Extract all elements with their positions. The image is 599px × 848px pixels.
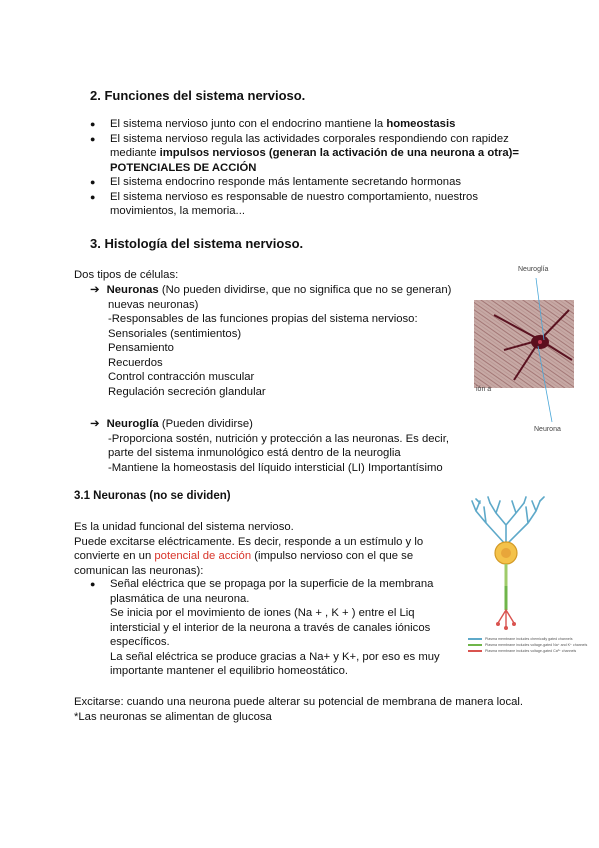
section-3-heading: 3. Histología del sistema nervioso. — [90, 236, 304, 251]
figure-label-neurona: Neurona — [534, 426, 561, 433]
list-item: ● El sistema endocrino responde más lentamente secretando hormonas — [90, 176, 462, 188]
figure-label-neuroglia: Neuroglía — [518, 266, 549, 273]
bullet-icon: ● — [90, 191, 96, 202]
arrow-right-icon: ➔ — [90, 418, 100, 430]
bullet-icon: ● — [90, 119, 96, 129]
neuroglia-figure — [474, 262, 574, 442]
legend-swatch-green — [468, 644, 482, 646]
list-item-continuation: movimientos, la memoria... — [110, 205, 245, 217]
list-item: ● Señal eléctrica que se propaga por la superficie de la membrana — [90, 578, 434, 590]
bullet-icon: ● — [90, 579, 96, 589]
list-item-continuation: mediante impulsos nerviosos (generan la activación de una neurona a otra)= — [110, 147, 520, 159]
list-item: ● El sistema nervioso regula las actividades corporales respondiendo con rapidez — [90, 132, 509, 145]
list-item: ● El sistema nervioso es responsable de nuestro comportamiento, nuestros — [90, 190, 478, 203]
section-2-heading: 2. Funciones del sistema nervioso. — [90, 88, 306, 103]
highlighted-term: potencial de acción — [154, 550, 252, 562]
neuron-diagram — [466, 495, 596, 660]
bullet-icon: ● — [90, 133, 96, 144]
figure-caption-fragment: ión a — [476, 386, 492, 393]
intro-text: Dos tipos de células: — [74, 269, 179, 281]
list-item: ● El sistema nervioso junto con el endocrino mantiene la homeostasis — [90, 118, 456, 130]
legend-swatch-red — [468, 650, 482, 652]
section-3-1-heading: 3.1 Neuronas (no se dividen) — [74, 490, 231, 502]
legend-swatch-blue — [468, 638, 482, 640]
arrow-right-icon: ➔ — [90, 284, 100, 296]
bullet-icon: ● — [90, 177, 96, 187]
pointer-lines — [474, 262, 574, 442]
neuron-illustration — [466, 495, 546, 635]
diagram-legend: Plasma membrane includes chemically gated channels Plasma membrane includes voltage-gated Na⁺ and K⁺ channels Plasma membrane includes voltage-gated Ca²⁺ channels — [468, 636, 587, 654]
list-item-continuation: POTENCIALES DE ACCIÓN — [110, 161, 257, 174]
